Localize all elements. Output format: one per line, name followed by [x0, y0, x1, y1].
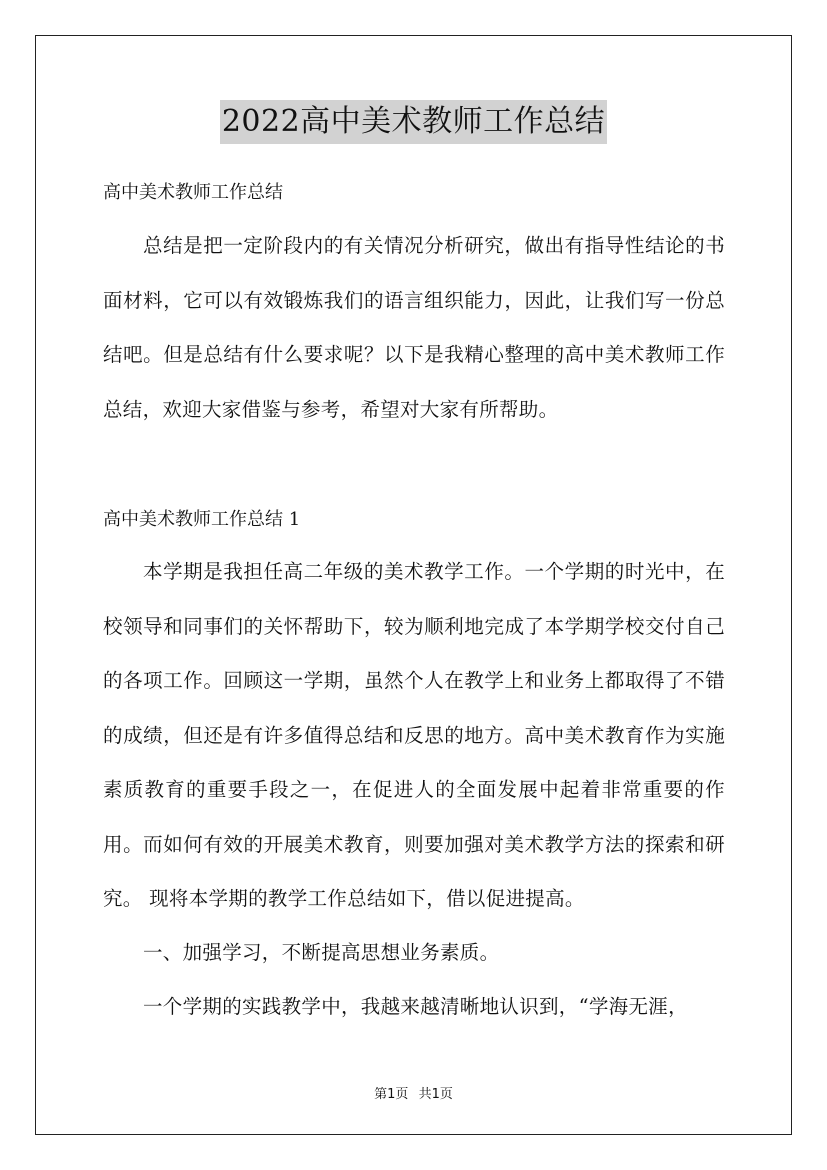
body-paragraph-3: 一个学期的实践教学中，我越来越清晰地认识到，“学海无涯，	[143, 995, 688, 1018]
intro-paragraph: 总结是把一定阶段内的有关情况分析研究，做出有指导性结论的书面材料，它可以有效锻炼我们的语言组织能力，因此，让我们写一份总结吧。但是总结有什么要求呢？以下是我精心整理的高中美术教师工作总结，欢迎大家借鉴与参考，希望对大家有所帮助。	[103, 234, 725, 421]
document-title: 2022高中美术教师工作总结	[220, 100, 607, 144]
section-heading-1: 高中美术教师工作总结 1	[103, 509, 301, 530]
section-heading-intro: 高中美术教师工作总结	[103, 182, 283, 203]
body-paragraph-2: 一、加强学习，不断提高思想业务素质。	[143, 941, 500, 964]
body-paragraph-1: 本学期是我担任高二年级的美术教学工作。一个学期的时光中，在校领导和同事们的关怀帮助下，较为顺利地完成了本学期学校交付自己的各项工作。回顾这一学期，虽然个人在教学上和业务上都取得了不错的成绩，但还是有许多值得总结和反思的地方。高中美术教育作为实施素质教育的重要手段之一，在促进人的全面发展中起着非常重要的作用。而如何有效的开展美术教育，则要加强对美术教学方法的探索和研究。 现将本学期的教学工作总结如下，借以促进提高。	[103, 560, 725, 910]
title-container	[0, 100, 827, 144]
page-footer	[0, 1083, 827, 1102]
total-pages: 共1页	[418, 1087, 453, 1102]
page-number: 第1页	[374, 1087, 409, 1102]
